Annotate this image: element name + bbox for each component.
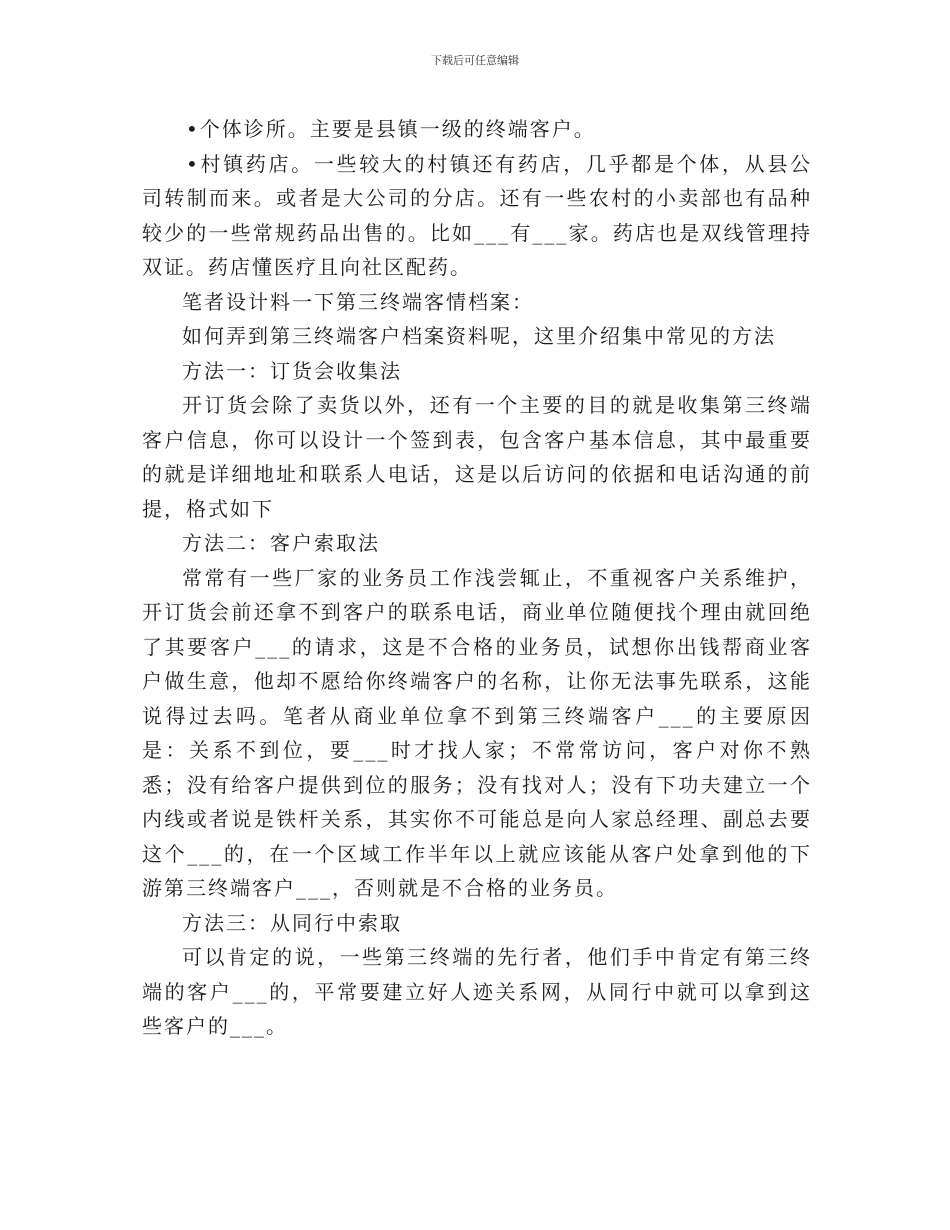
paragraph-methods-intro: 如何弄到第三终端客户档案资料呢，这里介绍集中常见的方法 xyxy=(182,324,776,348)
paragraph-method-three: 可以肯定的说，一些第三终端的先行者，他们手中肯定有第三终端的客户___的，平常要建立好人迹关系网，从同行中就可以拿到这些客户的___。 xyxy=(142,945,812,1038)
paragraph-archive-intro: 笔者设计料一下第三终端客情档案： xyxy=(182,289,534,314)
document-body xyxy=(142,112,812,1044)
paragraph-method-two: 常常有一些厂家的业务员工作浅尝辄止，不重视客户关系维护，开订货会前还拿不到客户的联系电话，商业单位随便找个理由就回绝了其要客户___的请求，这是不合格的业务员，试想你出钱帮商业客户做生意，他却不愿给你终端客户的名称，让你无法事先联系，这能说得过去吗。笔者从商业单位拿不到第三终端客户___的主要原因是：关系不到位，要___时才找人家；不常常访问，客户对你不熟悉；没有给客户提供到位的服务；没有找对人；没有下功夫建立一个内线或者说是铁杆关系，其实你不可能总是向人家总经理、副总去要这个___的，在一个区域工作半年以上就应该能从客户处拿到他的下游第三终端客户___，否则就是不合格的业务员。 xyxy=(142,565,812,900)
paragraph-clinic: •个体诊所。主要是县镇一级的终端客户。 xyxy=(186,117,596,141)
heading-method-one: 方法一：订货会收集法 xyxy=(182,358,402,383)
paragraph-pharmacy: •村镇药店。一些较大的村镇还有药店，几乎都是个体，从县公司转制而来。或者是大公司的分店。还有一些农村的小卖部也有品种较少的一些常规药品出售的。比如___有___家。药店也是双线管理持双证。药店懂医疗且向社区配药。 xyxy=(142,151,812,279)
page-header: 下载后可任意编辑 xyxy=(431,54,519,67)
paragraph-method-one: 开订货会除了卖货以外，还有一个主要的目的就是收集第三终端客户信息，你可以设计一个签到表，包含客户基本信息，其中最重要的就是详细地址和联系人电话，这是以后访问的依据和电话沟通的前提，格式如下 xyxy=(142,393,812,521)
heading-method-three: 方法三：从同行中索取 xyxy=(182,910,402,935)
heading-method-two: 方法二：客户索取法 xyxy=(182,531,380,555)
